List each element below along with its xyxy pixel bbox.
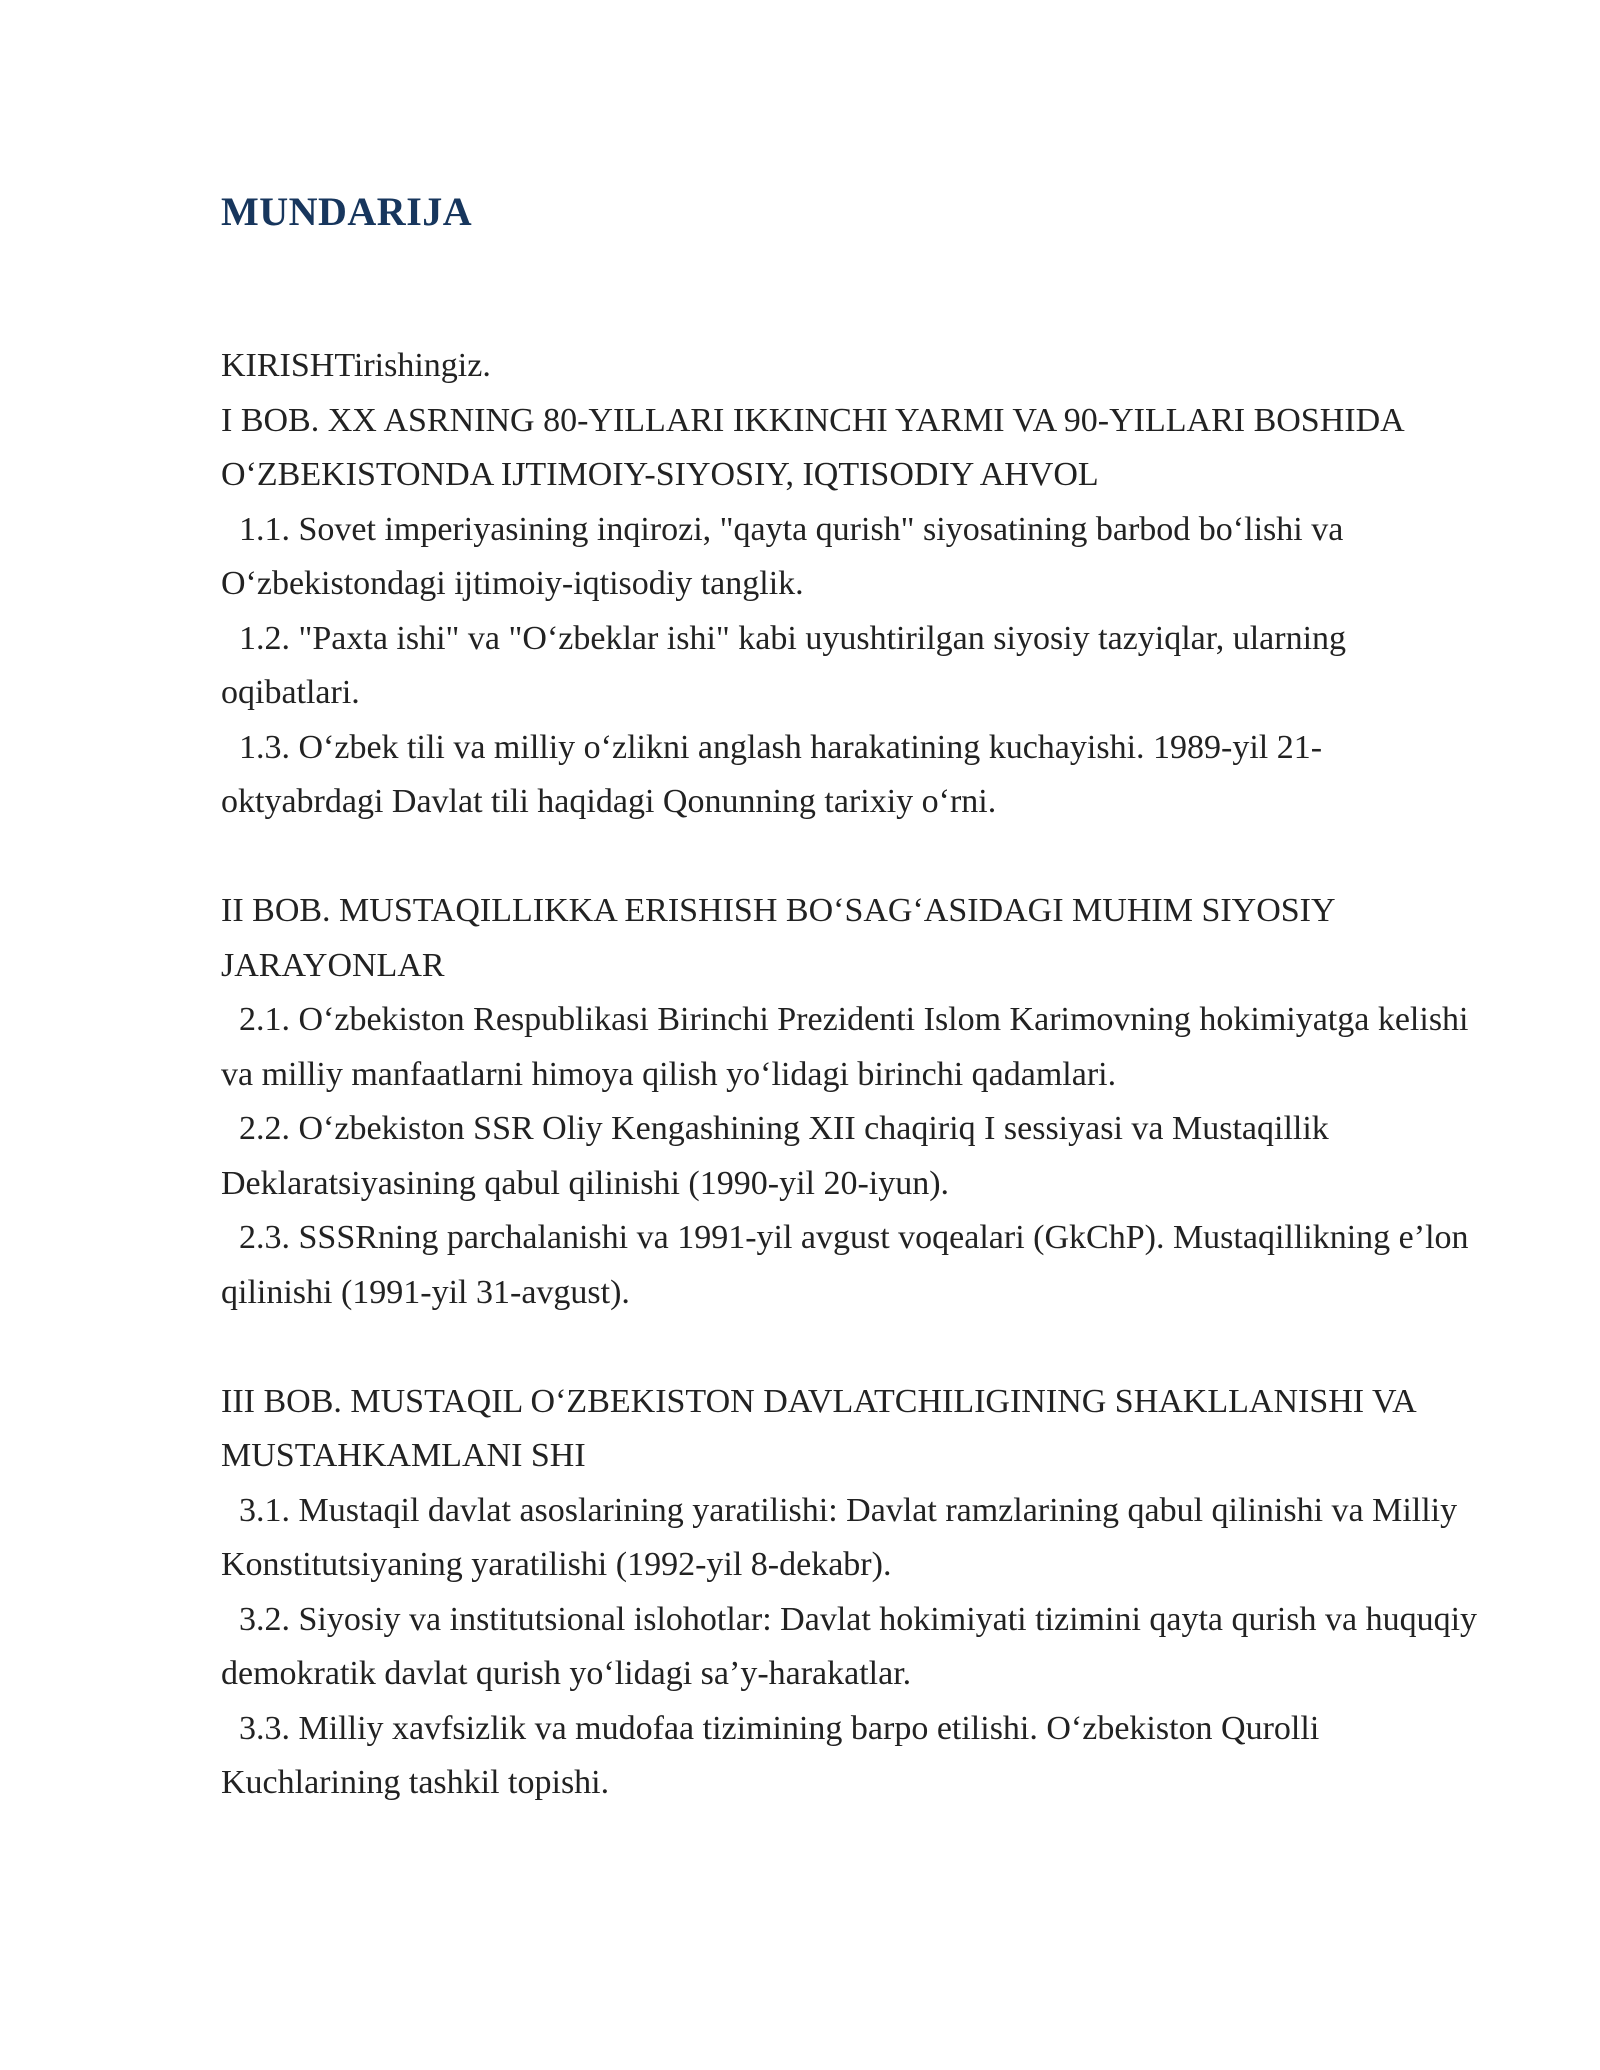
toc-section: 1.1. Sovet imperiyasining inqirozi, "qayta qurish" siyosatining barbod bo‘lishi va O‘zbekistondagi ijtimoiy-iqtisodiy tanglik. [221, 510, 1344, 602]
toc-section: 3.3. Milliy xavfsizlik va mudofaa tizimining barpo etilishi. O‘zbekiston Qurolli Kuchlarining tashkil topishi. [221, 1709, 1320, 1801]
chapter-heading: II BOB. MUSTAQILLIKKA ERISHISH BO‘SAG‘ASIDAGI MUHIM SIYOSIY JARAYONLAR [221, 892, 1335, 984]
table-of-contents [221, 339, 1481, 1811]
toc-chapter-2 [221, 884, 1481, 1320]
toc-section: 1.2. "Paxta ishi" va "O‘zbeklar ishi" kabi uyushtirilgan siyosiy tazyiqlar, ularning oqibatlari. [221, 619, 1347, 711]
blank-line [221, 830, 1481, 885]
chapter-heading: III BOB. MUSTAQIL O‘ZBEKISTON DAVLATCHILIGINING SHAKLLANISHI VA MUSTAHKAMLANI SHI [221, 1382, 1415, 1474]
toc-section: 2.1. O‘zbekiston Respublikasi Birinchi Prezidenti Islom Karimovning hokimiyatga kelishi va milliy manfaatlarni himoya qilish yo‘lidagi birinchi qadamlari. [221, 1001, 1469, 1093]
toc-intro: KIRISHTirishingiz. [221, 347, 491, 384]
chapter-heading: I BOB. XX ASRNING 80-YILLARI IKKINCHI YARMI VA 90-YILLARI BOSHIDA O‘ZBEKISTONDA IJTIMOIY-SIYOSIY, IQTISODIY AHVOL [221, 401, 1403, 493]
toc-section: 3.1. Mustaqil davlat asoslarining yaratilishi: Davlat ramzlarining qabul qilinishi va Milliy Konstitutsiyaning yaratilishi (1992-yil 8-dekabr). [221, 1491, 1458, 1583]
toc-section: 3.2. Siyosiy va institutsional islohotlar: Davlat hokimiyati tizimini qayta qurish va huquqiy demokratik davlat qurish yo‘lidagi sa’y-harakatlar. [221, 1600, 1478, 1692]
blank-line [221, 1320, 1481, 1375]
page-title: MUNDARIJA [221, 189, 473, 234]
toc-section: 1.3. O‘zbek tili va milliy o‘zlikni anglash harakatining kuchayishi. 1989-yil 21-oktyabrdagi Davlat tili haqidagi Qonunning tarixiy o‘rni. [221, 728, 1323, 820]
toc-chapter-1 [221, 394, 1481, 830]
toc-section: 2.3. SSSRning parchalanishi va 1991-yil avgust voqealari (GkChP). Mustaqillikning e’lon qilinishi (1991-yil 31-avgust). [221, 1219, 1469, 1311]
toc-chapter-3 [221, 1375, 1481, 1811]
toc-section: 2.2. O‘zbekiston SSR Oliy Kengashining XII chaqiriq I sessiyasi va Mustaqillik Deklaratsiyasining qabul qilinishi (1990-yil 20-iyun). [221, 1110, 1329, 1202]
